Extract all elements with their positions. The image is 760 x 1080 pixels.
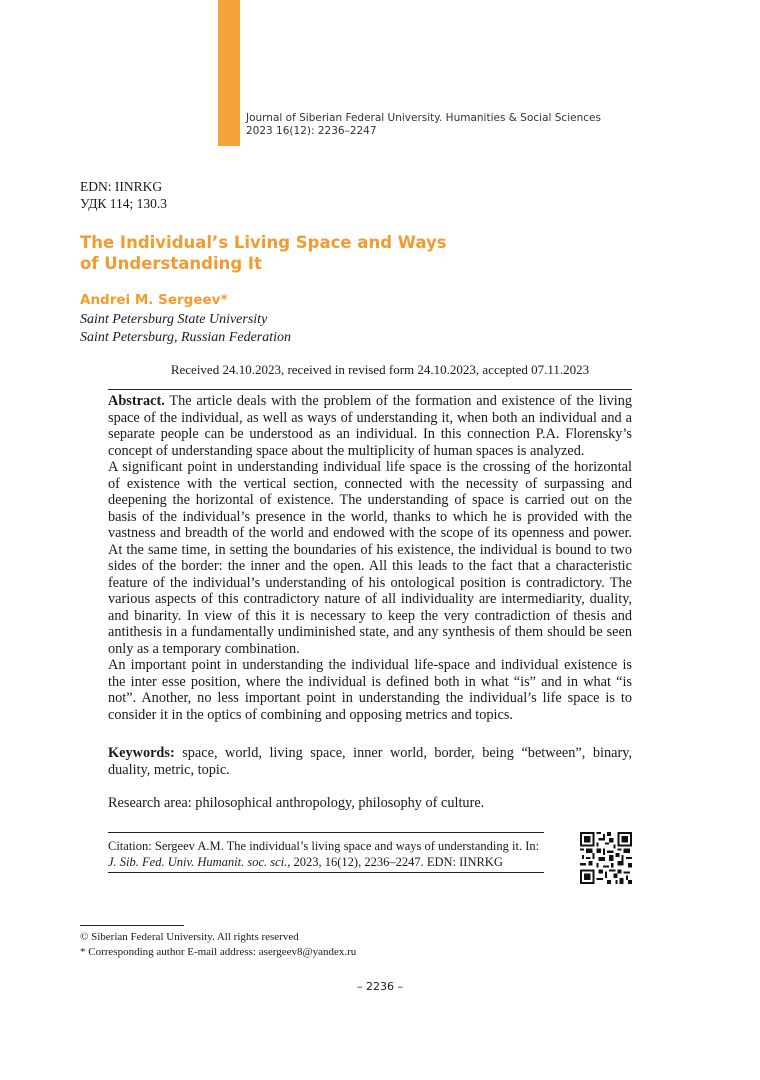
abstract-top-rule (108, 389, 632, 390)
author-affiliation (80, 311, 291, 347)
received-dates: Received 24.10.2023, received in revised form 24.10.2023, accepted 07.11.2023 (170, 362, 590, 377)
journal-accent-bar (218, 0, 240, 146)
affiliation-location: Saint Petersburg, Russian Federation (80, 330, 292, 345)
title-line-1: The Individual’s Living Space and Ways (80, 233, 447, 252)
edn-code: EDN: IINRKG (80, 179, 163, 194)
article-identifiers (80, 178, 167, 212)
abstract-text-1: The article deals with the problem of the formation and existence of the living space of the individual, as well as ways of understanding it, when both an individual and a separate people can be understood as an individual. In this connection P.A. Florensky’s concept of understanding space about the multiplicity of human spaces is analyzed. (108, 393, 632, 459)
footnote-rule (80, 925, 184, 926)
copyright-note: © Siberian Federal University. All rights reserved (80, 931, 299, 943)
qr-code-icon[interactable] (580, 832, 632, 884)
keywords-label: Keywords: (108, 745, 175, 761)
author-name: Andrei M. Sergeev* (80, 292, 228, 308)
journal-issue: 2023 16(12): 2236–2247 (246, 125, 377, 137)
abstract-paragraph-1 (108, 393, 632, 459)
citation-details: , 2023, 16(12), 2236–2247. EDN: IINRKG (287, 855, 503, 869)
abstract (108, 393, 632, 723)
citation-journal: J. Sib. Fed. Univ. Humanit. soc. sci. (108, 855, 288, 869)
research-area: Research area: philosophical anthropology, philosophy of culture. (108, 795, 485, 811)
citation-line-2 (108, 854, 548, 870)
udk-code: УДК 114; 130.3 (80, 196, 168, 211)
keywords-text: space, world, living space, inner world, border, being “between”, binary, duality, metric, topic. (108, 745, 632, 778)
keywords (108, 745, 632, 779)
abstract-paragraph-3: An important point in understanding the individual life-space and individual existence is the inter esse position, where the individual is defined both in what “is” and in what “is not”. Another, no less important point in understanding the individual’s life space is to consider it in the optics of combining and opposing metrics and topics. (108, 657, 632, 723)
corresponding-author-note: * Corresponding author E-mail address: asergeev8@yandex.ru (80, 946, 357, 958)
journal-header (246, 112, 601, 138)
abstract-paragraph-2: A significant point in understanding individual life space is the crossing of the horizontal of existence with the vertical section, connected with the necessity of surpassing and deepening the horizontal of existence. The understanding of space is carried out on the basis of the individual’s presence in the world, thanks to which he is provided with the vastness and breadth of the world and endowed with the scope of its openness and power. At the same time, in setting the boundaries of his existence, the individual is bound to two sides of the border: the inner and the open. All this leads to the fact that a characteristic feature of the individual’s understanding of his ontological position is contradictory. The various aspects of this contradictory nature of all individuality are intermediarity, duality, and binarity. In view of this it is necessary to keep the very contradiction of thesis and antithesis in a fundamentally undiminished state, and any synthesis of them should be seen only as a temporary combination. (108, 459, 632, 657)
affiliation-university: Saint Petersburg State University (80, 312, 268, 327)
citation (108, 838, 548, 870)
title-line-2: of Understanding It (80, 254, 262, 273)
journal-name: Journal of Siberian Federal University. Humanities & Social Sciences (246, 112, 601, 124)
citation-top-rule (108, 832, 544, 833)
page-number: – 2236 – (357, 980, 403, 993)
footnotes (80, 930, 356, 960)
abstract-label: Abstract. (108, 393, 165, 409)
citation-bottom-rule (108, 872, 544, 873)
citation-line-1: Citation: Sergeev A.M. The individual’s living space and ways of understanding it. In: (108, 839, 540, 853)
article-title (80, 232, 480, 274)
